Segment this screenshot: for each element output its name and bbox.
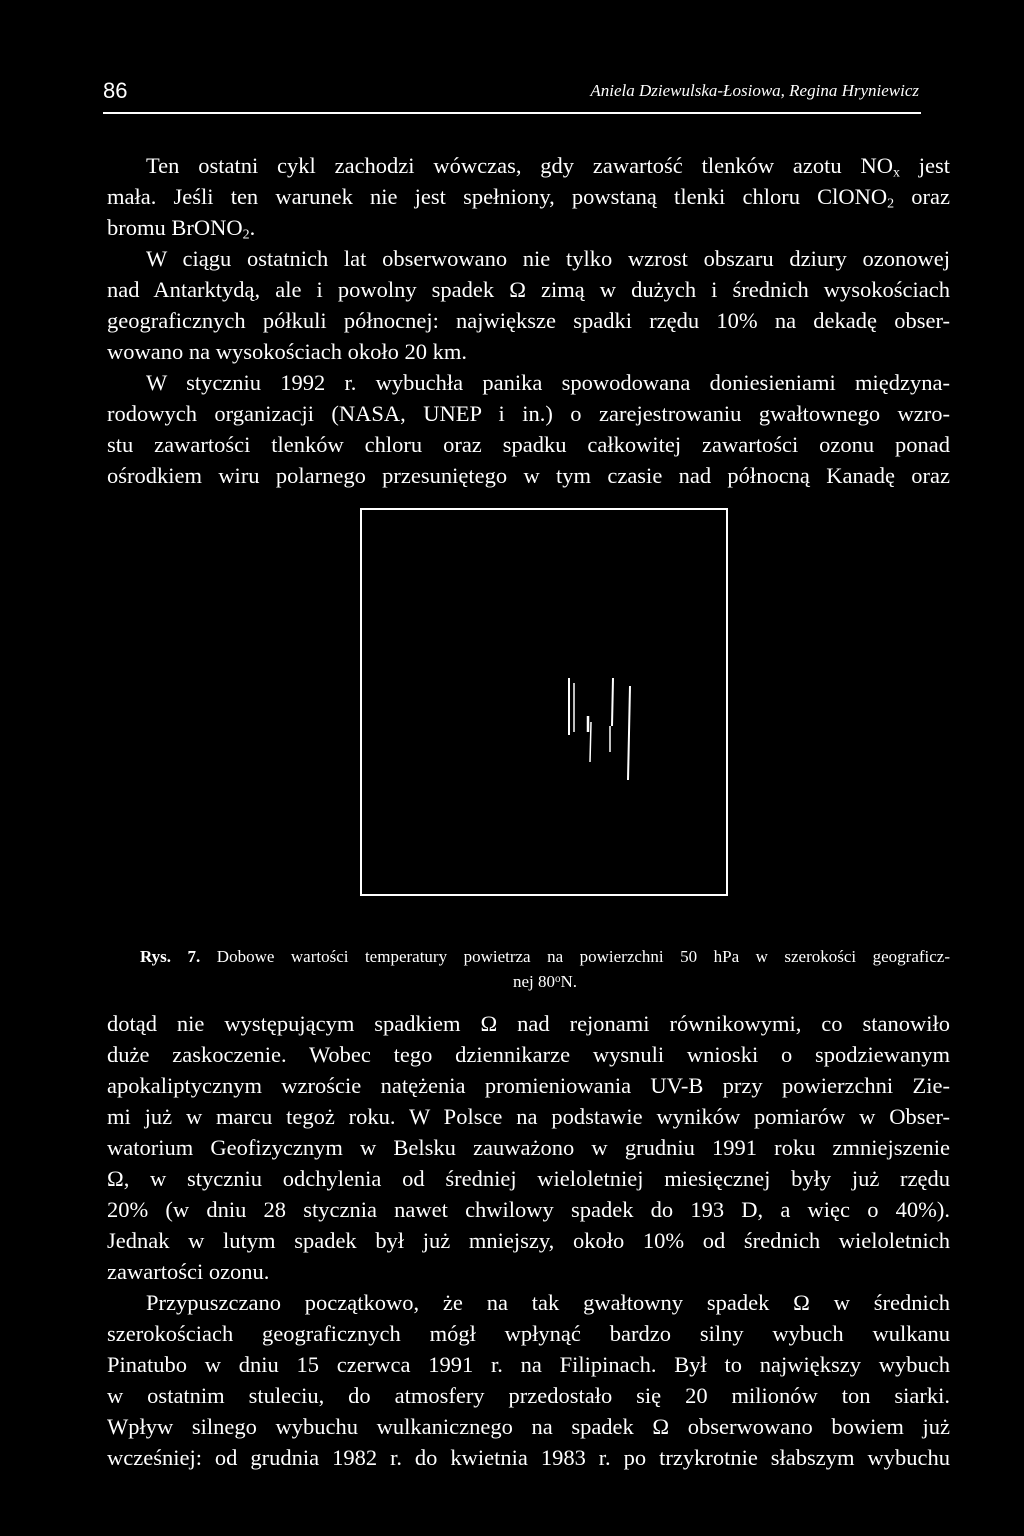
paragraph-5 xyxy=(107,1287,950,1473)
text-line: w ostatnim stuleciu, do atmosfery przedostało się 20 milionów ton siarki. xyxy=(107,1383,950,1408)
page-number: 86 xyxy=(103,78,128,103)
caption-label: Rys. 7. xyxy=(140,947,201,966)
text-line: Przypuszczano początkowo, że na tak gwałtowny spadek Ω w średnich xyxy=(146,1290,950,1315)
text-line: zawartości ozonu. xyxy=(107,1259,270,1284)
text-line: szerokościach geograficznych mógł wpłynąć bardzo silny wybuch wulkanu xyxy=(107,1321,950,1346)
text-line: Pinatubo w dniu 15 czerwca 1991 r. na Filipinach. Był to największy wybuch xyxy=(107,1352,950,1377)
text-line: W ciągu ostatnich lat obserwowano nie tylko wzrost obszaru dziury ozonowej xyxy=(146,246,950,271)
caption-line: Rys. 7. Dobowe wartości temperatury powietrza na powierzchni 50 hPa w szerokości geograficz- xyxy=(140,947,951,966)
figure-stroke xyxy=(628,686,630,780)
text-line: ośrodkiem wiru polarnego przesuniętego w tym czasie nad północną Kanadę oraz xyxy=(107,463,950,488)
paragraph-3 xyxy=(107,367,950,491)
text-line: rodowych organizacji (NASA, UNEP i in.) o zarejestrowaniu gwałtownego wzro- xyxy=(107,401,950,426)
caption-line: nej 80$^o$N. xyxy=(512,972,578,991)
text-line: wowano na wysokościach około 20 km. xyxy=(107,339,467,364)
text-line: geograficznych półkuli północnej: największe spadki rzędu 10% na dekadę obser- xyxy=(107,308,950,333)
text-line: Wpływ silnego wybuchu wulkanicznego na spadek Ω obserwowano bowiem już xyxy=(107,1414,950,1439)
text-line: watorium Geofizycznym w Belsku zauważono w grudniu 1991 roku zmniejszenie xyxy=(107,1135,950,1160)
text-line: Ω, w styczniu odchylenia od średniej wieloletniej miesięcznej były już rzędu xyxy=(107,1166,950,1191)
text-line: bromu BrONO$_2$. xyxy=(107,215,256,243)
text-line: 20% (w dniu 28 stycznia nawet chwilowy spadek do 193 D, a więc o 40%). xyxy=(107,1197,950,1222)
paragraph-1 xyxy=(107,150,950,243)
text-line: nad Antarktydą, ale i powolny spadek Ω zimą w dużych i średnich wysokościach xyxy=(107,277,950,302)
page-header xyxy=(103,78,921,114)
running-head: Aniela Dziewulska-Łosiowa, Regina Hryniewicz xyxy=(590,81,919,100)
text-line: Jednak w lutym spadek był już mniejszy, około 10% od średnich wieloletnich xyxy=(107,1228,950,1253)
text-line: duże zaskoczenie. Wobec tego dziennikarze wysnuli wnioski o spodziewanym xyxy=(107,1042,950,1067)
text-line: Ten ostatni cykl zachodzi wówczas, gdy zawartość tlenków azotu $NO_x$ jest xyxy=(146,153,950,181)
text-line: mała. Jeśli ten warunek nie jest spełniony, powstaną tlenki chloru ClONO$_2$ oraz xyxy=(107,184,950,212)
paragraph-4 xyxy=(107,1008,950,1287)
figure-stroke xyxy=(612,678,613,726)
figure-graphic xyxy=(362,510,726,894)
paragraph-2 xyxy=(107,243,950,367)
text-line: dotąd nie występującym spadkiem Ω nad rejonami równikowymi, co stanowiło xyxy=(107,1011,950,1036)
figure-stroke xyxy=(590,722,591,762)
text-line: W styczniu 1992 r. wybuchła panika spowodowana doniesieniami międzyna- xyxy=(146,370,950,395)
text-line: apokaliptycznym wzroście natężenia promieniowania UV-B przy powierzchni Zie- xyxy=(107,1073,950,1098)
text-line: mi już w marcu tegoż roku. W Polsce na podstawie wyników pomiarów w Obser- xyxy=(107,1104,950,1129)
text-line: wcześniej: od grudnia 1982 r. do kwietnia 1983 r. po trzykrotnie słabszym wybuchu xyxy=(107,1445,950,1470)
figure-caption xyxy=(140,944,950,994)
figure-frame xyxy=(360,508,728,896)
text-line: stu zawartości tlenków chloru oraz spadku całkowitej zawartości ozonu ponad xyxy=(107,432,950,457)
